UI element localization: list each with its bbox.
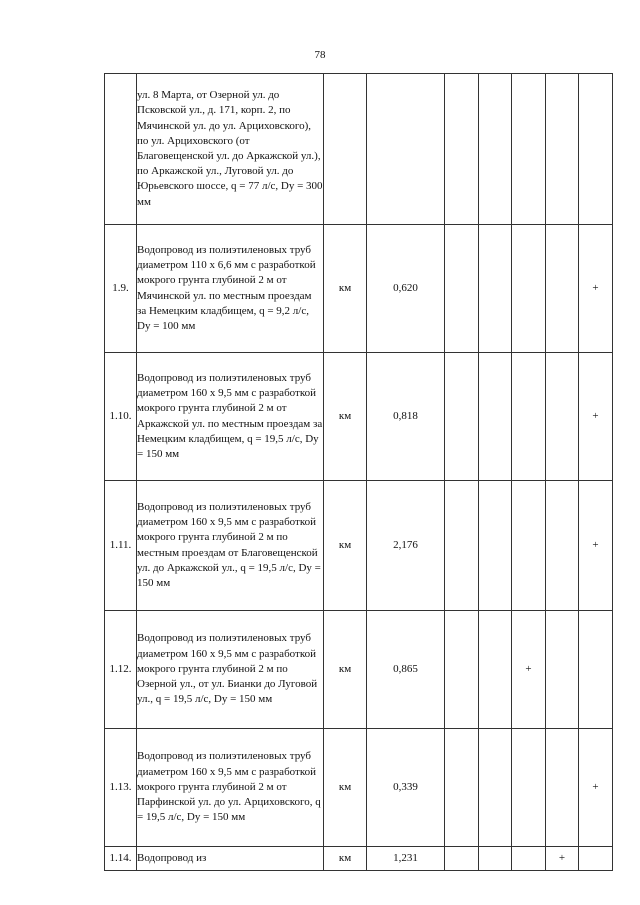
- mark-cell: [546, 611, 579, 729]
- mark-cell: +: [546, 847, 579, 871]
- table-row: [105, 74, 613, 225]
- description-cell: Водопровод из полиэтиленовых труб диаметром 160 х 9,5 мм с разработкой мокрого грунта глубиной 2 м от Аркажской ул. по местным проездам за Немецким кладбищем, q = 19,5 л/с, Dy = 150 мм: [137, 353, 324, 481]
- mark-cell: [579, 847, 613, 871]
- mark-cell: [512, 847, 546, 871]
- unit-cell: км: [324, 847, 367, 871]
- row-number-cell: 1.14.: [105, 847, 137, 871]
- unit-cell: км: [324, 481, 367, 611]
- mark-cell: [546, 481, 579, 611]
- mark-cell: [479, 353, 512, 481]
- document-table: [104, 73, 613, 871]
- value-cell: 0,339: [367, 729, 445, 847]
- mark-cell: [479, 729, 512, 847]
- row-number-cell: 1.12.: [105, 611, 137, 729]
- mark-cell: [512, 225, 546, 353]
- unit-cell: км: [324, 729, 367, 847]
- table-row: [105, 353, 613, 481]
- value-cell: 1,231: [367, 847, 445, 871]
- value-cell: 2,176: [367, 481, 445, 611]
- table-row: [105, 225, 613, 353]
- mark-cell: [546, 74, 579, 225]
- mark-cell: [479, 847, 512, 871]
- value-cell: [367, 74, 445, 225]
- row-number-cell: 1.11.: [105, 481, 137, 611]
- mark-cell: [479, 225, 512, 353]
- mark-cell: [512, 729, 546, 847]
- mark-cell: [445, 225, 479, 353]
- mark-cell: [546, 729, 579, 847]
- table-row: [105, 481, 613, 611]
- unit-cell: км: [324, 611, 367, 729]
- mark-cell: [445, 481, 479, 611]
- mark-cell: [579, 611, 613, 729]
- row-number-cell: [105, 74, 137, 225]
- mark-cell: [512, 481, 546, 611]
- mark-cell: [445, 611, 479, 729]
- mark-cell: [479, 481, 512, 611]
- mark-cell: [479, 74, 512, 225]
- mark-cell: +: [579, 481, 613, 611]
- unit-cell: км: [324, 353, 367, 481]
- description-cell: Водопровод из полиэтиленовых труб диаметром 110 х 6,6 мм с разработкой мокрого грунта глубиной 2 м от Мячинской ул. по местным проездам за Немецким кладбищем, q = 9,2 л/с, Dy = 100 мм: [137, 225, 324, 353]
- mark-cell: [445, 729, 479, 847]
- mark-cell: [512, 74, 546, 225]
- mark-cell: [445, 847, 479, 871]
- description-cell: Водопровод из полиэтиленовых труб диаметром 160 х 9,5 мм с разработкой мокрого грунта глубиной 2 м по Озерной ул., от ул. Бианки до Луговой ул., q = 19,5 л/с, Dy = 150 мм: [137, 611, 324, 729]
- unit-cell: км: [324, 225, 367, 353]
- value-cell: 0,865: [367, 611, 445, 729]
- mark-cell: [479, 611, 512, 729]
- mark-cell: [445, 353, 479, 481]
- mark-cell: +: [579, 729, 613, 847]
- row-number-cell: 1.13.: [105, 729, 137, 847]
- unit-cell: [324, 74, 367, 225]
- mark-cell: [546, 225, 579, 353]
- table-row: [105, 729, 613, 847]
- mark-cell: +: [579, 353, 613, 481]
- row-number-cell: 1.9.: [105, 225, 137, 353]
- description-cell: Водопровод из: [137, 847, 324, 871]
- description-cell: Водопровод из полиэтиленовых труб диаметром 160 х 9,5 мм с разработкой мокрого грунта глубиной 2 м от Парфинской ул. до ул. Арциховского, q = 19,5 л/с, Dy = 150 мм: [137, 729, 324, 847]
- mark-cell: [445, 74, 479, 225]
- table-row: [105, 611, 613, 729]
- mark-cell: +: [579, 225, 613, 353]
- value-cell: 0,818: [367, 353, 445, 481]
- description-cell: Водопровод из полиэтиленовых труб диаметром 160 х 9,5 мм с разработкой мокрого грунта глубиной 2 м по местным проездам от Благовещенской ул. до Аркажской ул., q = 19,5 л/с, Dy = 150 мм: [137, 481, 324, 611]
- description-cell: ул. 8 Марта, от Озерной ул. до Псковской ул., д. 171, корп. 2, по Мячинской ул. до ул. Арциховского), по ул. Арциховского (от Благовещенской ул. до Аркажской ул.), по Аркажской ул., Луговой ул. до Юрьевского шоссе, q = 77 л/с, Dy = 300 мм: [137, 74, 324, 225]
- mark-cell: [546, 353, 579, 481]
- row-number-cell: 1.10.: [105, 353, 137, 481]
- mark-cell: +: [512, 611, 546, 729]
- mark-cell: [579, 74, 613, 225]
- value-cell: 0,620: [367, 225, 445, 353]
- table-row: [105, 847, 613, 871]
- mark-cell: [512, 353, 546, 481]
- page-number: 78: [314, 49, 326, 61]
